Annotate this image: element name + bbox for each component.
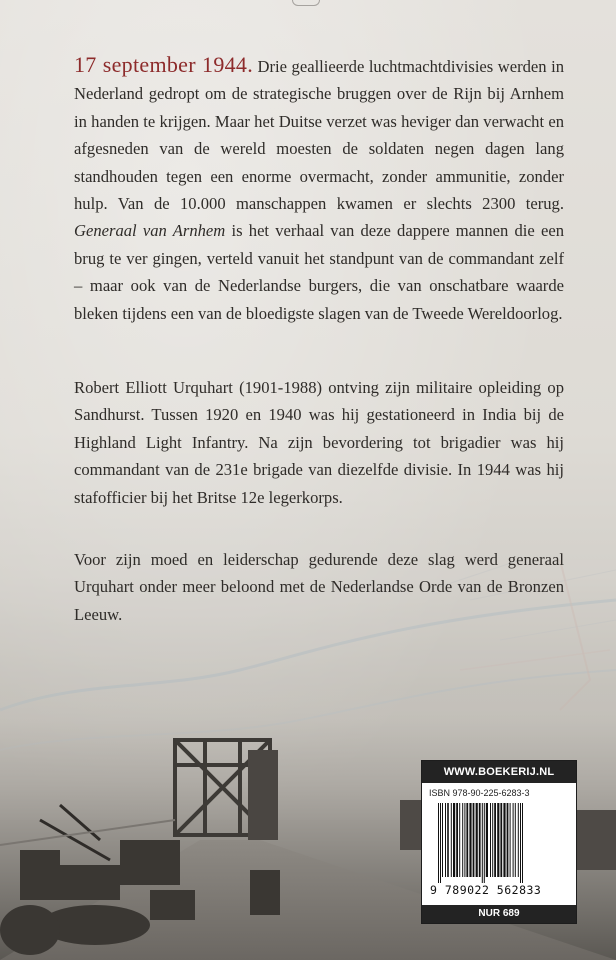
summary-text-part1: Drie geallieerde luchtmachtdivisies werden in Nederland gedropt om de strategische bruggen over de Rijn bij Arnhem in handen te krijgen. Maar het Duitse verzet was heviger dan verwacht en afgesneden van de wereld moesten de soldaten negen dagen lang standhouden tegen een enorme overmacht, zonder ammunitie, zonder hulp. Van de 10.000 manschappen kwamen er slechts 2300 terug. — [74, 57, 564, 214]
barcode-bar — [447, 803, 449, 877]
barcode-bar — [513, 803, 514, 877]
barcode-bar — [507, 803, 509, 877]
barcode-bar — [518, 803, 519, 877]
barcode-bar — [459, 803, 460, 877]
publisher-website: WWW.BOEKERIJ.NL — [422, 761, 576, 783]
barcode — [436, 803, 570, 883]
barcode-bar — [479, 803, 481, 877]
barcode-bar — [522, 803, 523, 883]
barcode-bar — [440, 803, 441, 883]
barcode-bar — [500, 803, 502, 877]
barcode-bar — [442, 803, 443, 877]
barcode-bar — [451, 803, 452, 877]
barcode-bar — [445, 803, 446, 877]
barcode-bar — [486, 803, 488, 877]
barcode-bar — [492, 803, 493, 877]
barcode-bar — [473, 803, 475, 877]
barcode-bar — [469, 803, 471, 877]
author-bio-paragraph: Robert Elliott Urquhart (1901-1988) ontving zijn militaire opleiding op Sandhurst. Tussen 1920 en 1940 was hij gestationeerd in India bij de Highland Light Infantry. Na zijn bevordering tot brigadier was hij commandant van de 231e brigade van diezelfde divisie. In 1944 was hij stafofficier bij het Britse 12e legerkorps. — [74, 378, 564, 507]
barcode-digits: 9 789022 562833 — [430, 883, 542, 897]
date-lead: 17 september 1944. — [74, 52, 254, 77]
barcode-bar — [515, 803, 516, 877]
barcode-bar — [503, 803, 505, 877]
barcode-bar — [453, 803, 455, 877]
barcode-bar — [462, 803, 463, 877]
barcode-bar — [464, 803, 465, 877]
summary-text-part2: is het verhaal van deze dappere mannen die een brug te ver gingen, verteld vanuit het standpunt van de commandant zelf – maar ook van de Nederlandse burgers, die van onschatbare waarde bleken tijdens een van de bloedigste slagen van de Tweede Wereldoorlog. — [74, 221, 564, 323]
barcode-bar — [490, 803, 491, 877]
barcode-bar — [510, 803, 511, 877]
barcode-bar — [497, 803, 499, 877]
barcode-bar — [476, 803, 478, 877]
barcode-bar — [494, 803, 496, 877]
top-ornament — [292, 0, 320, 6]
nur-code: NUR 689 — [422, 905, 576, 923]
barcode-bar — [482, 803, 483, 883]
barcode-bar — [520, 803, 521, 883]
barcode-bar — [484, 803, 485, 883]
barcode-bar — [438, 803, 439, 883]
summary-paragraph — [74, 51, 564, 327]
barcode-panel — [421, 760, 577, 924]
barcode-bar — [456, 803, 458, 877]
isbn-text: ISBN 978-90-225-6283-3 — [429, 788, 530, 798]
book-title-mention: Generaal van Arnhem — [74, 221, 226, 241]
honor-paragraph: Voor zijn moed en leiderschap gedurende deze slag werd generaal Urquhart onder meer beloond met de Nederlandse Orde van de Bronzen Leeuw. — [74, 550, 564, 624]
barcode-bar — [466, 803, 468, 877]
